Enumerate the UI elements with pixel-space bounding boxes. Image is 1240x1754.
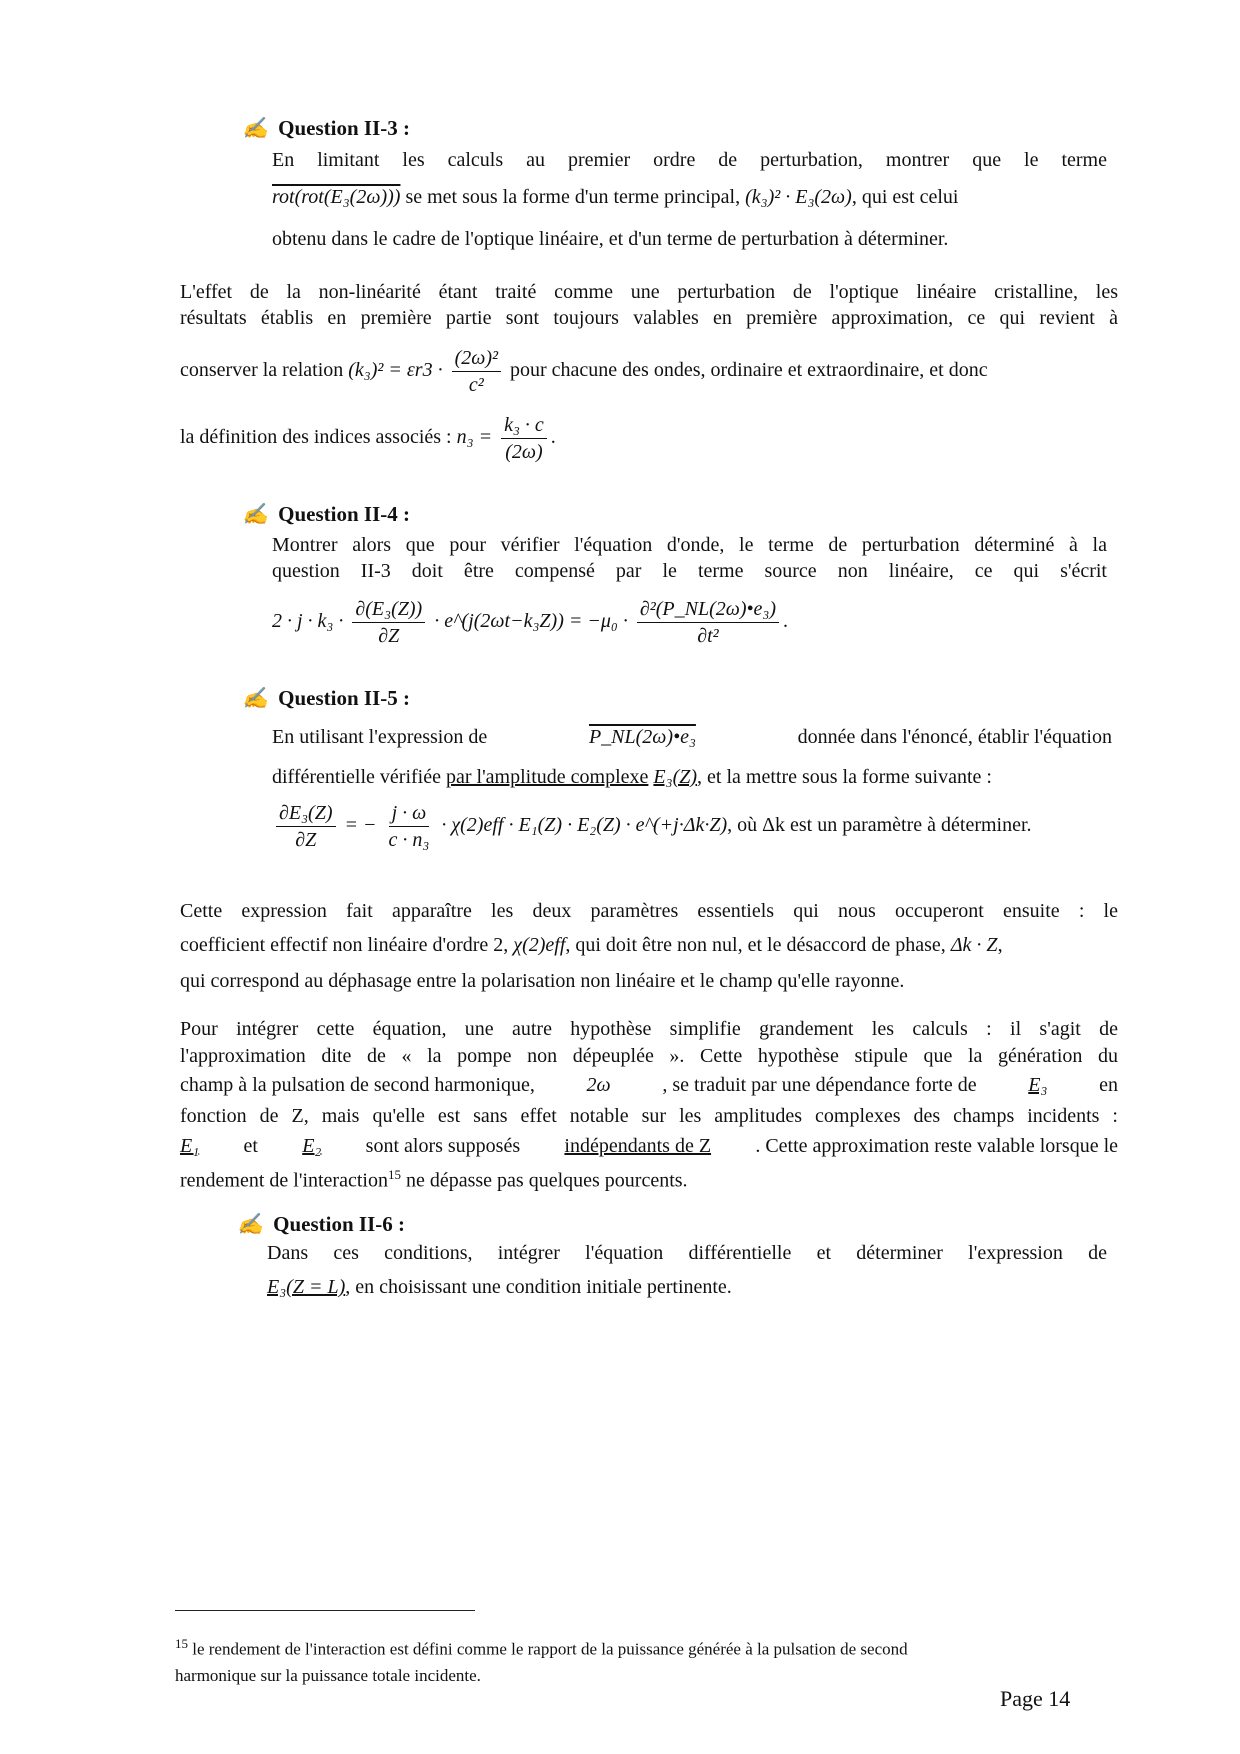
para3-line6-b: ne dépasse pas quelques pourcents. — [400, 1169, 688, 1192]
footnote-text1: le rendement de l'interaction est défini comme le rapport de la puissance générée à la pulsation de second — [192, 1639, 908, 1659]
def-fraction — [501, 412, 547, 465]
footnote-line1 — [175, 1629, 1120, 1665]
para3-line1: Pour intégrer cette équation, une autre hypothèse simplifie grandement les calculs : il s'agit de — [180, 1018, 1118, 1040]
rel-fraction — [452, 345, 501, 398]
q4-equation — [272, 596, 1112, 649]
q5-eq-lhs-frac — [276, 800, 336, 853]
para1-definition — [180, 412, 880, 465]
para1-line2: résultats établis en première partie sont toujours valables en première approximation, ce qui revient à — [180, 307, 1118, 329]
q5-line1-a: En utilisant l'expression de — [272, 726, 488, 748]
rel-suffix: pour chacune des ondes, ordinaire et extraordinaire, et donc — [510, 359, 988, 382]
question-title: Question II-5 : — [278, 686, 411, 710]
q5-line2 — [272, 762, 1112, 792]
footnote-mark: 15 — [175, 1636, 188, 1651]
q4-eq-exp: · e^(j(2ωt−k₃Z)) — [434, 610, 564, 633]
para2-line2-b: , qui doit être non nul, et le désaccord de phase, — [565, 934, 946, 956]
q4-eq-pre: 2 · j · k₃ · — [272, 610, 344, 633]
pen-icon: ✍ — [242, 116, 269, 140]
question-title: Question II-4 : — [278, 502, 411, 526]
para3-line6-a: rendement de l'interaction — [180, 1169, 388, 1192]
q3-line1: En limitant les calculs au premier ordre de perturbation, montrer que le terme — [272, 149, 1107, 171]
def-end: . — [550, 426, 556, 449]
q5-eq-den2: c · n₃ — [388, 829, 430, 851]
q6-expr: E₃(Z = L) — [267, 1276, 346, 1298]
para3-line2: l'approximation dite de « la pompe non dépeuplée ». Cette hypothèse stipule que la génération du — [180, 1045, 1118, 1067]
question-II-3-heading — [242, 116, 410, 141]
para3-line5 — [180, 1131, 1118, 1161]
q5-line1-expr: P_NL(2ω)•e₃ — [588, 726, 696, 748]
para3-line6 — [180, 1160, 1118, 1196]
q5-eq-den: ∂Z — [295, 829, 317, 851]
q6-line1: Dans ces conditions, intégrer l'équation différentielle et déterminer l'expression de — [267, 1242, 1107, 1264]
q4-line2: question II-3 doit être compensé par le terme source non linéaire, ce qui s'écrit — [272, 560, 1107, 582]
q4-eq-mid: = −μ₀ · — [568, 610, 628, 633]
rel-den: c² — [468, 374, 484, 396]
q4-eq-rhs-den: ∂t² — [697, 625, 719, 647]
q5-equation — [272, 800, 1112, 853]
para3-line5-b: . Cette approximation reste valable lorsque le — [755, 1135, 1118, 1157]
q3-mid: se met sous la forme d'un terme principal, — [405, 186, 741, 208]
rel-num: (2ω)² — [452, 345, 501, 372]
q4-eq-lhs-den: ∂Z — [378, 625, 400, 647]
footnote-ref: 15 — [387, 1167, 401, 1182]
question-title: Question II-3 : — [278, 116, 411, 140]
para2-line2 — [180, 930, 1120, 960]
para2-dk: Δk · Z — [950, 934, 998, 956]
para3-et: et — [243, 1135, 258, 1157]
q4-eq-lhs-frac — [352, 596, 425, 649]
para3-line3-a: champ à la pulsation de second harmonique, — [180, 1074, 535, 1096]
para1-relation — [180, 345, 1120, 398]
def-den: (2ω) — [505, 441, 543, 463]
rel-prefix: conserver la relation — [180, 359, 344, 382]
q5-line1 — [272, 722, 1112, 752]
para2-line2-c: , — [997, 934, 1003, 956]
q5-line2-ul: par l'amplitude complexe — [445, 766, 649, 788]
q4-eq-rhs-frac — [637, 596, 779, 649]
para2-line1: Cette expression fait apparaître les deux paramètres essentiels qui nous occuperont ensuite : le — [180, 900, 1118, 922]
q5-eq-num: ∂E₃(Z) — [276, 800, 336, 827]
pen-icon: ✍ — [237, 1212, 264, 1236]
question-title: Question II-6 : — [273, 1212, 406, 1236]
q6-line2 — [267, 1272, 1107, 1302]
footnote-line2: harmonique sur la puissance totale incidente. — [175, 1666, 481, 1685]
pen-icon: ✍ — [242, 502, 269, 526]
page-number: Page 14 — [1000, 1686, 1071, 1711]
pen-icon: ✍ — [242, 686, 269, 710]
q5-line1-b: donnée dans l'énoncé, établir l'équation — [797, 726, 1112, 748]
para3-line4: fonction de Z, mais qu'elle est sans effet notable sur les amplitudes complexes des champs incidents : — [180, 1105, 1118, 1127]
q5-eq-equals: = − — [344, 814, 377, 837]
q5-eq-rest: · χ(2)eff · E₁(Z) · E₂(Z) · e^(+j·Δk·Z) — [441, 814, 728, 837]
para3-line3-b: , se traduit par une dépendance forte de — [662, 1074, 977, 1096]
q3-line2 — [272, 182, 1112, 212]
question-II-6-heading — [237, 1212, 405, 1237]
q5-eq-tail: , où Δk est un paramètre à déterminer. — [727, 814, 1032, 837]
q3-expr-rot: rot(rot(E₃(2ω))) — [272, 186, 401, 208]
q5-line2-a: différentielle vérifiée — [272, 766, 441, 788]
para3-line3 — [180, 1070, 1118, 1100]
para2-line2-a: coefficient effectif non linéaire d'ordre 2, — [180, 934, 509, 956]
q4-eq-end: . — [783, 610, 788, 633]
para3-line5-a: sont alors supposés — [365, 1135, 521, 1157]
def-lhs: n₃ = — [456, 426, 493, 449]
q3-expr-main: (k₃)² · E₃(2ω) — [745, 186, 852, 208]
question-II-5-heading — [242, 686, 410, 711]
para1-line1: L'effet de la non-linéarité étant traité comme une perturbation de l'optique linéaire cristalline, les — [180, 281, 1118, 303]
footnote-divider — [175, 1610, 475, 1611]
para2-line3: qui correspond au déphasage entre la polarisation non linéaire et le champ qu'elle rayonne. — [180, 970, 905, 992]
q5-line2-expr: E₃(Z) — [653, 766, 698, 788]
def-prefix: la définition des indices associés : — [180, 426, 452, 449]
para3-e2: E₂ — [302, 1135, 322, 1157]
para2-chi: χ(2)eff — [513, 934, 566, 956]
q3-line3: obtenu dans le cadre de l'optique linéaire, et d'un terme de perturbation à déterminer. — [272, 228, 949, 250]
q4-eq-lhs-num: ∂(E₃(Z)) — [352, 596, 425, 623]
q4-eq-rhs-num: ∂²(P_NL(2ω)•e₃) — [637, 596, 779, 623]
para3-indep: indépendants de Z — [564, 1135, 712, 1157]
q4-line1: Montrer alors que pour vérifier l'équation d'onde, le terme de perturbation déterminé à la — [272, 534, 1107, 556]
para3-e3: E₃ — [1028, 1074, 1048, 1096]
rel-lhs: (k₃)² = εr3 · — [348, 359, 443, 382]
q5-line2-b: , et la mettre sous la forme suivante : — [697, 766, 992, 788]
para3-2w: 2ω — [586, 1074, 611, 1096]
q5-eq-frac2 — [386, 800, 433, 853]
q6-line2-b: , en choisissant une condition initiale pertinente. — [345, 1276, 732, 1298]
q5-eq-num2: j · ω — [389, 800, 430, 827]
para3-e1: E₁ — [180, 1135, 200, 1157]
question-II-4-heading — [242, 502, 410, 527]
def-num: k₃ · c — [501, 412, 547, 439]
para3-line3-c: en — [1099, 1074, 1118, 1096]
q3-end: , qui est celui — [851, 186, 959, 208]
